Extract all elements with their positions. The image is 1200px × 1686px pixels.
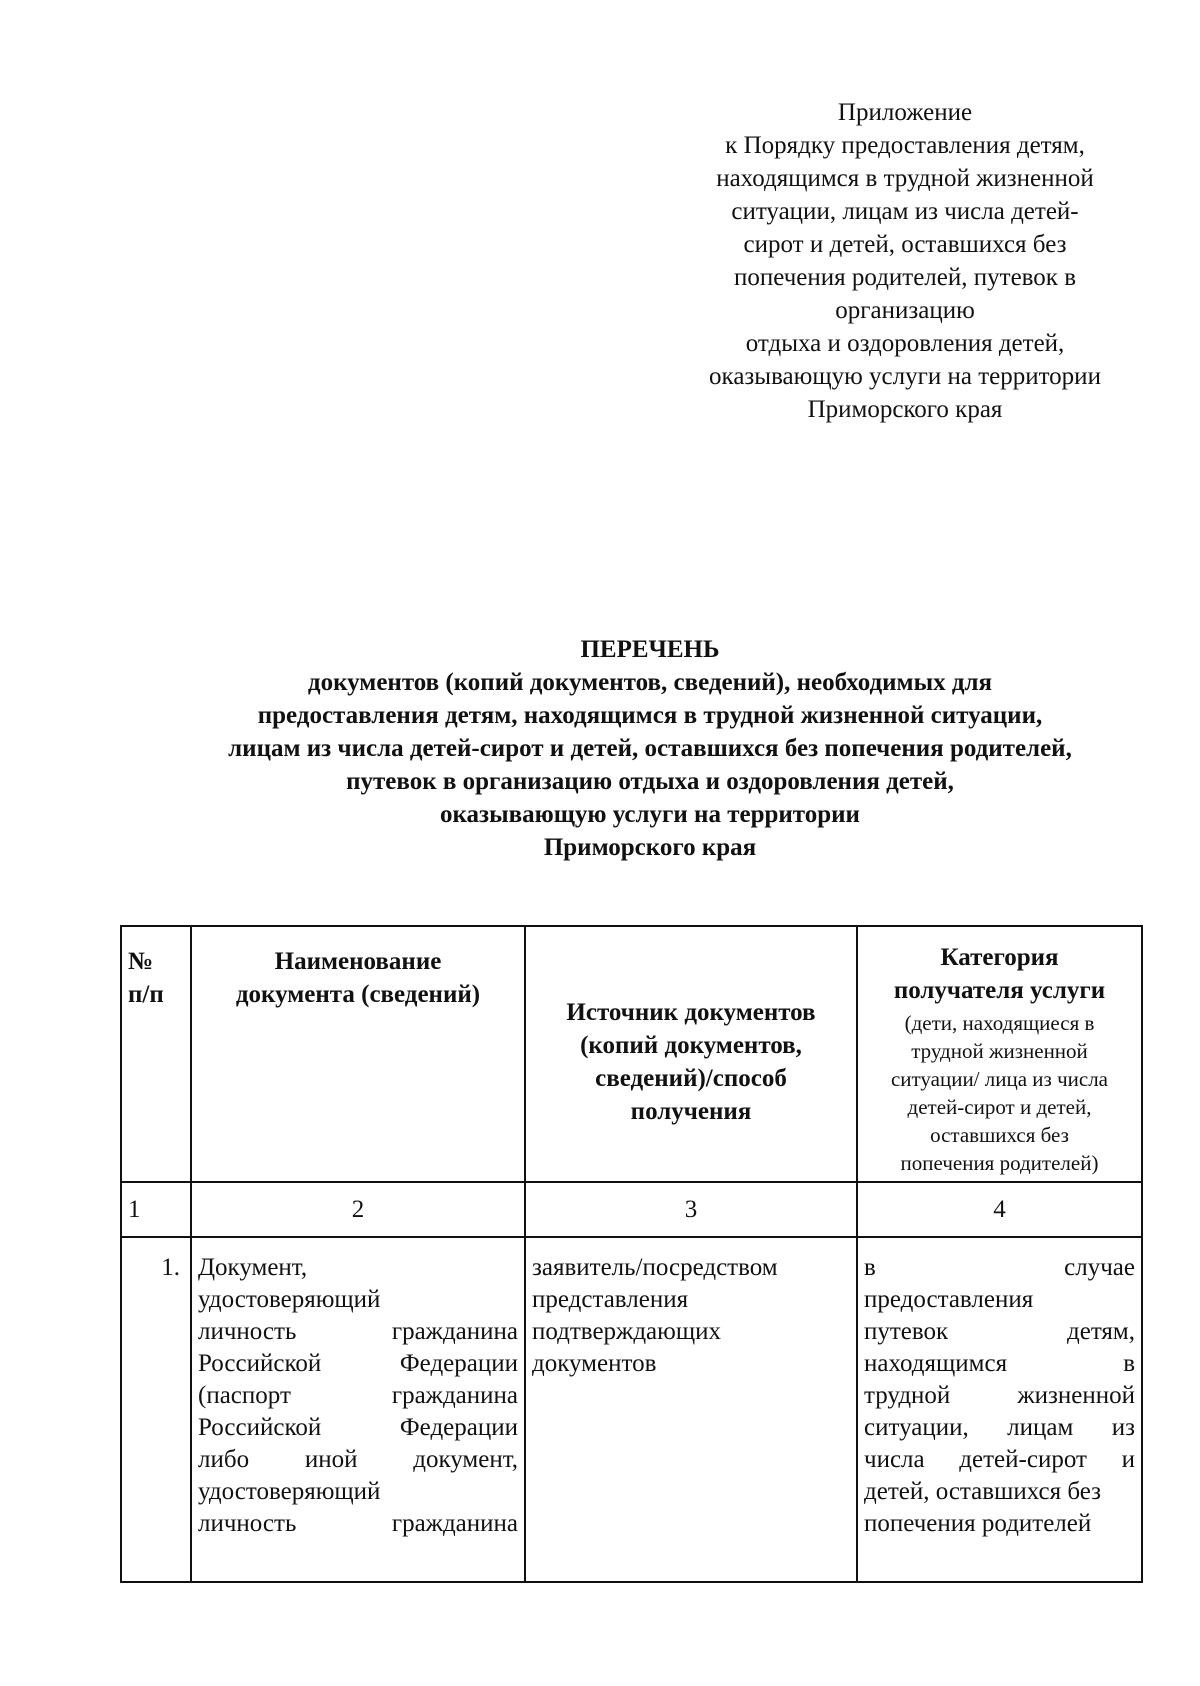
row-number: 1. bbox=[121, 1237, 191, 1582]
appendix-line: оказывающую услуги на территории bbox=[709, 363, 1101, 390]
cell-line: (паспорт гражданина bbox=[198, 1382, 518, 1409]
cell-line: ситуации, лицам из bbox=[864, 1414, 1135, 1441]
cell-line: Документ, bbox=[198, 1254, 308, 1281]
document-title bbox=[100, 633, 1200, 864]
cell-line: личность гражданина bbox=[198, 1510, 518, 1537]
header-document-name bbox=[191, 926, 525, 1182]
appendix-header bbox=[665, 96, 1145, 426]
cell-line: заявитель/посредством bbox=[532, 1254, 778, 1281]
header-note-line: ситуации/ лица из числа bbox=[890, 1067, 1109, 1091]
header-text: (копий документов, bbox=[580, 1032, 802, 1059]
header-note-line: попечения родителей) bbox=[900, 1151, 1099, 1175]
column-number: 2 bbox=[191, 1182, 525, 1237]
header-text: Источник документов bbox=[566, 999, 816, 1026]
cell-line: представления bbox=[532, 1286, 689, 1313]
title-line: лицам из числа детей-сирот и детей, оставшихся без попечения родителей, bbox=[228, 735, 1072, 762]
header-text: документа (сведений) bbox=[235, 981, 481, 1008]
title-heading: ПЕРЕЧЕНЬ bbox=[580, 636, 720, 663]
header-text: получения bbox=[630, 1098, 752, 1125]
column-number: 1 bbox=[121, 1182, 191, 1237]
cell-line: в случае bbox=[864, 1254, 1135, 1281]
appendix-line: Приложение bbox=[837, 99, 973, 126]
cell-line: находящимся в bbox=[864, 1350, 1135, 1377]
header-text: Наименование bbox=[274, 948, 442, 975]
header-note-line: (дети, находящиеся в bbox=[904, 1011, 1095, 1035]
column-number-row bbox=[121, 1182, 1142, 1237]
column-number: 3 bbox=[525, 1182, 857, 1237]
cell-line: личность гражданина bbox=[198, 1318, 518, 1345]
title-line: документов (копий документов, сведений), необходимых для bbox=[307, 669, 993, 696]
title-line: оказывающую услуги на территории bbox=[440, 801, 860, 828]
row-document-name bbox=[191, 1237, 525, 1582]
header-text: Категория bbox=[940, 944, 1059, 971]
title-line: путевок в организацию отдыха и оздоровления детей, bbox=[346, 768, 954, 795]
documents-table bbox=[120, 925, 1143, 1583]
cell-line: документов bbox=[532, 1350, 657, 1377]
appendix-line: Приморского края bbox=[807, 396, 1003, 423]
cell-line: попечения родителей bbox=[864, 1510, 1092, 1537]
header-text: сведений)/способ bbox=[595, 1065, 787, 1092]
cell-line: Российской Федерации bbox=[198, 1414, 518, 1441]
column-number: 4 bbox=[857, 1182, 1142, 1237]
cell-line: Российской Федерации bbox=[198, 1350, 518, 1377]
header-text: получателя услуги bbox=[893, 977, 1106, 1004]
cell-line: трудной жизненной bbox=[864, 1382, 1135, 1409]
appendix-line: попечения родителей, путевок в bbox=[734, 264, 1076, 291]
table-row bbox=[121, 1237, 1142, 1582]
cell-line: удостоверяющий bbox=[198, 1478, 381, 1505]
cell-line: либо иной документ, bbox=[198, 1446, 518, 1473]
appendix-line: к Порядку предоставления детям, bbox=[725, 132, 1085, 159]
header-text: п/п bbox=[128, 981, 164, 1008]
cell-line: подтверждающих bbox=[532, 1318, 721, 1345]
header-note-line: детей-сирот и детей, bbox=[907, 1095, 1092, 1119]
appendix-line: организацию bbox=[835, 297, 975, 324]
header-source bbox=[525, 926, 857, 1182]
row-category bbox=[857, 1237, 1142, 1582]
appendix-line: ситуации, лицам из числа детей- bbox=[731, 198, 1079, 225]
cell-line: путевок детям, bbox=[864, 1318, 1135, 1345]
cell-line: числа детей-сирот и bbox=[864, 1446, 1135, 1473]
header-text: № bbox=[128, 948, 154, 975]
title-line: Приморского края bbox=[543, 834, 757, 861]
appendix-line: находящимся в трудной жизненной bbox=[716, 165, 1094, 192]
title-line: предоставления детям, находящимся в трудной жизненной ситуации, bbox=[257, 702, 1043, 729]
header-category bbox=[857, 926, 1142, 1182]
cell-line: детей, оставшихся без bbox=[864, 1478, 1101, 1505]
header-note-line: оставшихся без bbox=[930, 1123, 1069, 1147]
cell-line: удостоверяющий bbox=[198, 1286, 381, 1313]
header-category-note bbox=[858, 1009, 1141, 1177]
appendix-line: отдыха и оздоровления детей, bbox=[745, 330, 1065, 357]
appendix-line: сирот и детей, оставшихся без bbox=[743, 231, 1067, 258]
header-note-line: трудной жизненной bbox=[911, 1039, 1088, 1063]
row-source bbox=[525, 1237, 857, 1582]
table-header-row bbox=[121, 926, 1142, 1182]
header-number bbox=[121, 926, 191, 1182]
cell-line: предоставления bbox=[864, 1286, 1034, 1313]
